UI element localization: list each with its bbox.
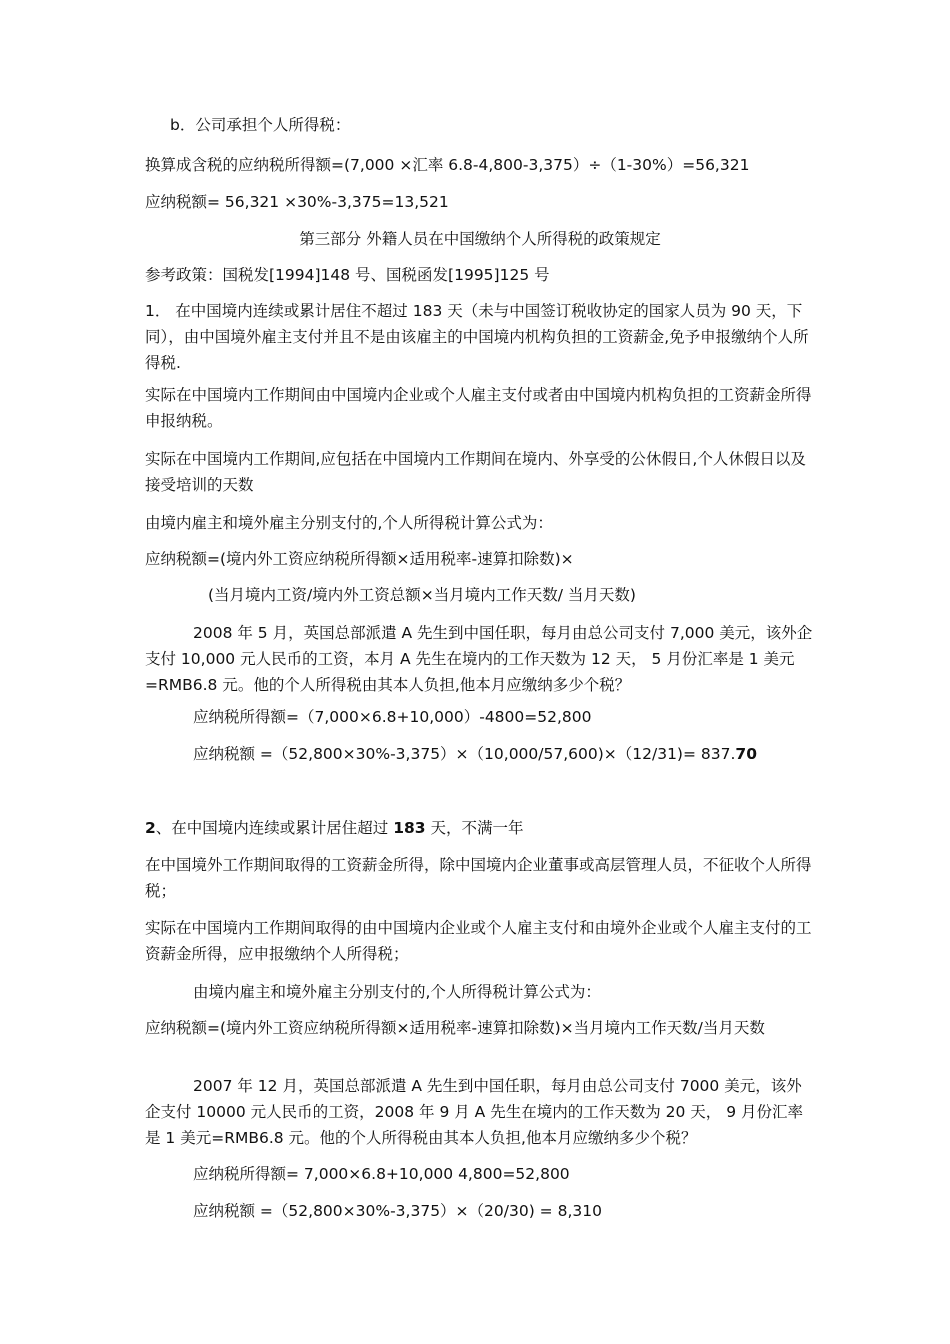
paragraph-rule-1: 1． 在中国境内连续或累计居住不超过 183 天（未与中国签订税收协定的国家人员为 90 天，下同），由中国境外雇主支付并且不是由该雇主的中国境内机构负担的工资薪金,免予申报缴纳个人所得税. bbox=[145, 302, 809, 372]
example-1-tax-payable-text: 应纳税额 =（52,800×30%-3,375）×（10,000/57,600)×（12/31)= 837. bbox=[193, 745, 736, 763]
example-2: 2007 年 12 月，英国总部派遣 A 先生到中国任职，每月由总公司支付 7000 美元，该外企支付 10000 元人民币的工资，2008 年 9 月 A 先生在境内的工作天数为 20 天， 9 月份汇率是 1 美元=RMB6.8 元。他的个人所得税由其本人负担,他本月应缴纳多少个税？ bbox=[145, 1077, 804, 1147]
paragraph-formula-intro-2: 由境内雇主和境外雇主分别支付的,个人所得税计算公式为： bbox=[193, 983, 601, 1001]
example-2-taxable-income: 应纳税所得额= 7,000×6.8+10,000 4,800=52,800 bbox=[193, 1165, 570, 1183]
rule-2-days: 183 bbox=[393, 819, 426, 837]
rule-2-number: 2 bbox=[145, 819, 156, 837]
reference-policy: 参考政策：国税发[1994]148 号、国税函发[1995]125 号 bbox=[145, 266, 550, 284]
paragraph-work-period: 实际在中国境内工作期间,应包括在中国境内工作期间在境内、外享受的公休假日,个人休假日以及接受培训的天数 bbox=[145, 450, 806, 494]
formula-rule-1-line-1: 应纳税额=(境内外工资应纳税所得额×适用税率-速算扣除数)× bbox=[145, 550, 574, 568]
formula-rule-2: 应纳税额=(境内外工资应纳税所得额×适用税率-速算扣除数)×当月境内工作天数/当月天数 bbox=[145, 1019, 765, 1037]
formula-tax-payable: 应纳税额= 56,321 ×30%-3,375=13,521 bbox=[145, 193, 449, 211]
rule-2-text-a: 、在中国境内连续或累计居住超过 bbox=[155, 819, 394, 837]
example-1-taxable-income: 应纳税所得额=（7,000×6.8+10,000）-4800=52,800 bbox=[193, 708, 592, 726]
section-title: 第三部分 外籍人员在中国缴纳个人所得税的政策规定 bbox=[299, 230, 661, 248]
formula-rule-1-line-2: (当月境内工资/境内外工资总额×当月境内工作天数/ 当月天数) bbox=[208, 586, 636, 604]
subheading-b: b．公司承担个人所得税： bbox=[170, 116, 351, 134]
example-1: 2008 年 5 月，英国总部派遣 A 先生到中国任职，每月由总公司支付 7,000 美元，该外企支付 10,000 元人民币的工资，本月 A 先生在境内的工作天数为 12 天， 5 月份汇率是 1 美元=RMB6.8 元。他的个人所得税由其本人负担,他本月应缴纳多少个税？ bbox=[145, 624, 813, 694]
example-2-tax-payable: 应纳税额 =（52,800×30%-3,375）×（20/30) = 8,310 bbox=[193, 1202, 602, 1220]
formula-gross-up: 换算成含税的应纳税所得额=(7,000 ×汇率 6.8-4,800-3,375）÷（1-30%）=56,321 bbox=[145, 156, 750, 174]
paragraph-overseas-work: 在中国境外工作期间取得的工资薪金所得，除中国境内企业董事或高层管理人员，不征收个人所得税； bbox=[145, 856, 812, 900]
rule-2-heading bbox=[145, 815, 815, 841]
example-1-tax-payable bbox=[193, 741, 863, 767]
paragraph-domestic-work-2: 实际在中国境内工作期间取得的由中国境内企业或个人雇主支付和由境外企业或个人雇主支付的工资薪金所得，应申报缴纳个人所得税； bbox=[145, 919, 812, 963]
example-1-tax-payable-decimal: 70 bbox=[735, 745, 757, 763]
rule-2-text-b: 天，不满一年 bbox=[425, 819, 524, 837]
paragraph-domestic-work: 实际在中国境内工作期间由中国境内企业或个人雇主支付或者由中国境内机构负担的工资薪金所得申报纳税。 bbox=[145, 386, 812, 430]
paragraph-formula-intro: 由境内雇主和境外雇主分别支付的,个人所得税计算公式为： bbox=[145, 514, 553, 532]
